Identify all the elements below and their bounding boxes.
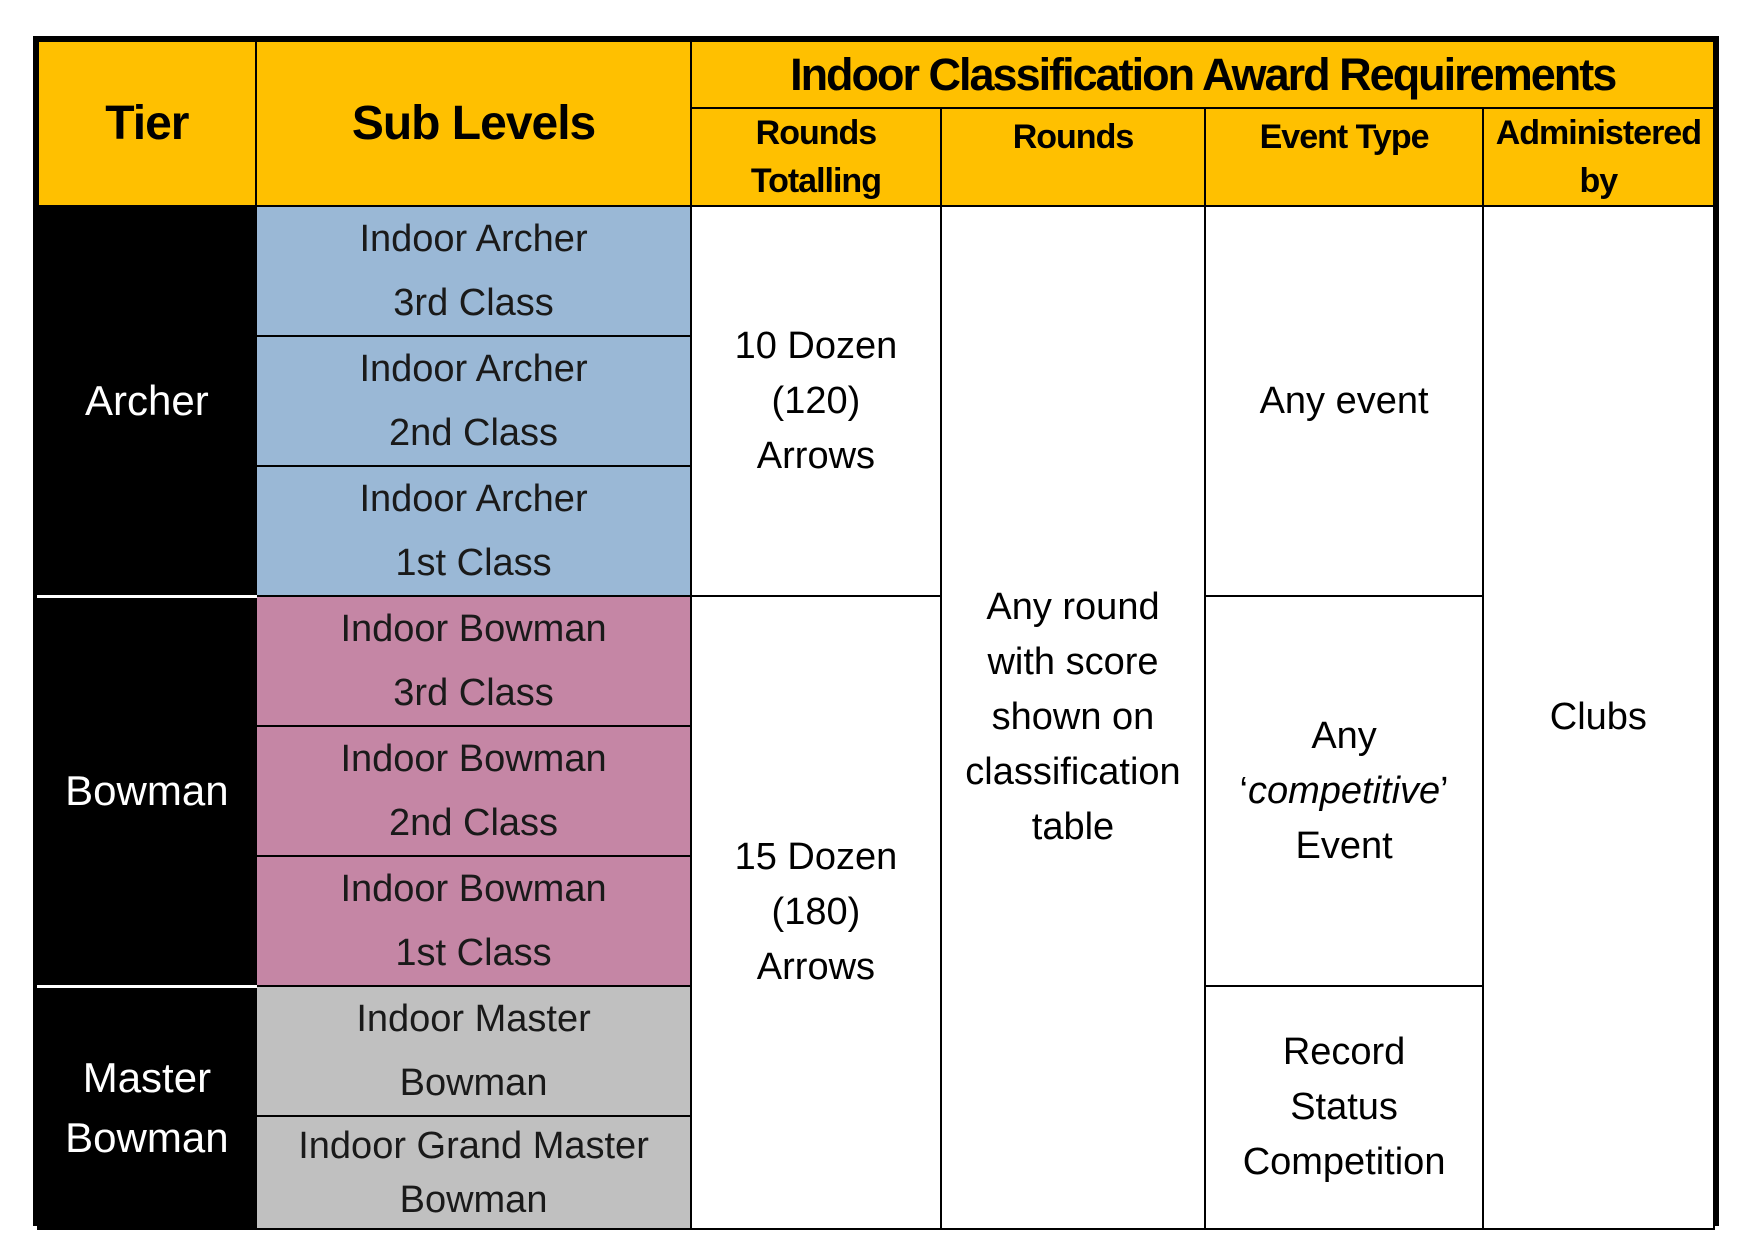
header-rounds-totalling-line2: Totalling <box>750 162 881 200</box>
event-type-bowman-line3: Event <box>1295 824 1393 867</box>
event-type-bowman-quote-open: ‘ <box>1239 769 1248 812</box>
rounds-totalling-archer-line3: Arrows <box>756 434 876 477</box>
event-type-bowman-line1: Any <box>1311 714 1377 757</box>
tier-master-bowman-line1: Master <box>82 1053 212 1101</box>
sub-level-master-bowman-line1: Indoor Master <box>356 998 591 1040</box>
sub-level-archer-2nd <box>256 336 692 466</box>
rounds-line3: shown on <box>991 696 1155 738</box>
sub-level-archer-1st-line1: Indoor Archer <box>359 478 588 520</box>
tier-archer: Archer <box>38 206 256 596</box>
rounds-line4: classification <box>965 751 1181 793</box>
tier-master-bowman <box>38 986 256 1229</box>
rounds-totalling-bowman-line3: Arrows <box>756 946 876 988</box>
header-event-type: Event Type <box>1205 108 1482 206</box>
sub-level-master-bowman-line2: Bowman <box>399 1062 548 1104</box>
classification-table-frame <box>33 36 1719 1226</box>
sub-level-grand-master-bowman-line2: Bowman <box>399 1178 548 1221</box>
header-administered-by-line1: Administered <box>1495 114 1701 152</box>
sub-level-archer-3rd <box>256 206 692 336</box>
rounds-totalling-bowman-master <box>691 596 940 1229</box>
sub-level-bowman-2nd-line1: Indoor Bowman <box>340 738 607 780</box>
rounds-line1: Any round <box>986 586 1160 628</box>
sub-level-bowman-1st <box>256 856 692 986</box>
sub-level-bowman-2nd <box>256 726 692 856</box>
event-type-bowman-emphasis: competitive <box>1247 769 1441 812</box>
sub-level-master-bowman <box>256 986 692 1116</box>
sub-level-bowman-3rd-line1: Indoor Bowman <box>340 608 607 650</box>
sub-level-bowman-3rd-line2: 3rd Class <box>393 672 554 714</box>
header-rounds: Rounds <box>941 108 1206 206</box>
event-type-master-line3: Competition <box>1242 1141 1446 1183</box>
event-type-bowman-quote-close: ’ <box>1440 769 1449 812</box>
sub-level-archer-2nd-line2: 2nd Class <box>389 412 559 454</box>
rounds-totalling-archer-line2: (120) <box>771 379 861 422</box>
sub-level-bowman-1st-line1: Indoor Bowman <box>340 868 607 910</box>
rounds-totalling-archer-line1: 10 Dozen <box>734 324 898 367</box>
event-type-bowman-line2 <box>1206 764 1481 819</box>
sub-level-archer-3rd-line2: 3rd Class <box>393 282 554 324</box>
sub-level-bowman-1st-line2: 1st Class <box>395 932 552 974</box>
sub-level-grand-master-bowman-line1: Indoor Grand Master <box>298 1124 649 1167</box>
sub-level-archer-3rd-line1: Indoor Archer <box>359 218 588 260</box>
rounds-totalling-bowman-line2: (180) <box>771 891 861 933</box>
rounds-line5: table <box>1031 806 1115 848</box>
header-administered-by <box>1483 108 1714 206</box>
sub-level-bowman-2nd-line2: 2nd Class <box>389 802 559 844</box>
event-type-master-line1: Record <box>1282 1031 1406 1073</box>
sub-level-archer-1st-line2: 1st Class <box>395 542 552 584</box>
rounds-any-round <box>941 206 1206 1229</box>
tier-master-bowman-line2: Bowman <box>65 1113 229 1161</box>
header-rounds-totalling-line1: Rounds <box>755 114 877 152</box>
sub-level-archer-2nd-line1: Indoor Archer <box>359 348 588 390</box>
event-type-archer: Any event <box>1205 206 1482 596</box>
event-type-master <box>1205 986 1482 1229</box>
rounds-line2: with score <box>987 641 1159 683</box>
sub-level-archer-1st <box>256 466 692 596</box>
event-type-bowman <box>1205 596 1482 986</box>
rounds-totalling-bowman-line1: 15 Dozen <box>734 836 898 878</box>
event-type-master-line2: Status <box>1290 1086 1398 1128</box>
header-tier: Tier <box>38 41 256 206</box>
administered-by-clubs: Clubs <box>1483 206 1714 1229</box>
header-sub-levels: Sub Levels <box>256 41 692 206</box>
sub-level-grand-master-bowman <box>256 1116 692 1229</box>
tier-bowman: Bowman <box>38 596 256 986</box>
header-administered-by-line2: by <box>1579 162 1618 200</box>
header-title: Indoor Classification Award Requirements <box>691 41 1714 108</box>
rounds-totalling-archer <box>691 206 940 596</box>
sub-level-bowman-3rd <box>256 596 692 726</box>
header-rounds-totalling <box>691 108 940 206</box>
indoor-classification-table <box>37 40 1715 1230</box>
